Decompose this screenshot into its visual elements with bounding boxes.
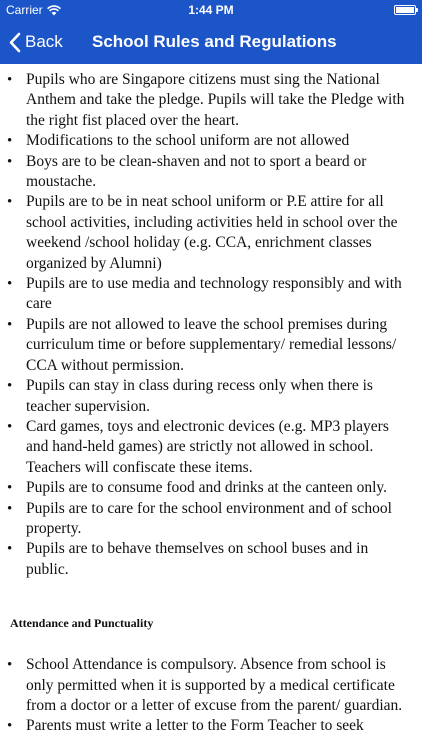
list-item: • Pupils are not allowed to leave the school premises during curriculum time or before supplementary/ remedial lessons/ CCA without permission. <box>26 315 414 376</box>
list-item: • Boys are to be clean-shaven and not to sport a beard or moustache. <box>26 152 414 193</box>
carrier-label: Carrier <box>6 3 43 17</box>
page-title: School Rules and Regulations <box>92 32 337 51</box>
rules-list <box>0 64 422 580</box>
app-header <box>0 0 422 64</box>
list-item: • Card games, toys and electronic devices (e.g. MP3 players and hand-held games) are strictly not allowed in school. Teachers will confiscate these items. <box>26 417 414 478</box>
list-item: • Pupils are to consume food and drinks at the canteen only. <box>26 478 414 498</box>
list-item: • Modifications to the school uniform are not allowed <box>26 131 414 151</box>
list-item: • Parents must write a letter to the Form Teacher to seek <box>26 716 414 736</box>
clock: 1:44 PM <box>188 3 234 17</box>
list-item: • Pupils are to be in neat school uniform or P.E attire for all school activities, including activities held in school over the weekend /school holiday (e.g. CCA, enrichment classes organized by Alumni) <box>26 192 414 274</box>
navigation-bar <box>0 20 422 64</box>
status-bar <box>0 0 422 20</box>
list-item: • Pupils who are Singapore citizens must sing the National Anthem and take the pledge. Pupils will take the Pledge with the right fist placed over the heart. <box>26 70 414 131</box>
rules-content[interactable] <box>0 64 422 750</box>
list-item: • Pupils are to use media and technology responsibly and with care <box>26 274 414 315</box>
section-heading: Attendance and Punctuality <box>10 616 154 631</box>
chevron-left-icon <box>8 32 21 53</box>
list-item: • Pupils can stay in class during recess only when there is teacher supervision. <box>26 376 414 417</box>
list-item: • Pupils are to care for the school environment and of school property. <box>26 499 414 540</box>
list-item: • Pupils are to behave themselves on school buses and in public. <box>26 539 414 580</box>
back-label: Back <box>25 32 63 51</box>
attendance-list <box>0 631 422 737</box>
list-item: • School Attendance is compulsory. Absence from school is only permitted when it is supported by a medical certificate from a doctor or a letter of excuse from the parent/ guardian. <box>26 655 414 716</box>
back-button[interactable] <box>8 20 63 64</box>
battery-icon <box>394 5 416 15</box>
